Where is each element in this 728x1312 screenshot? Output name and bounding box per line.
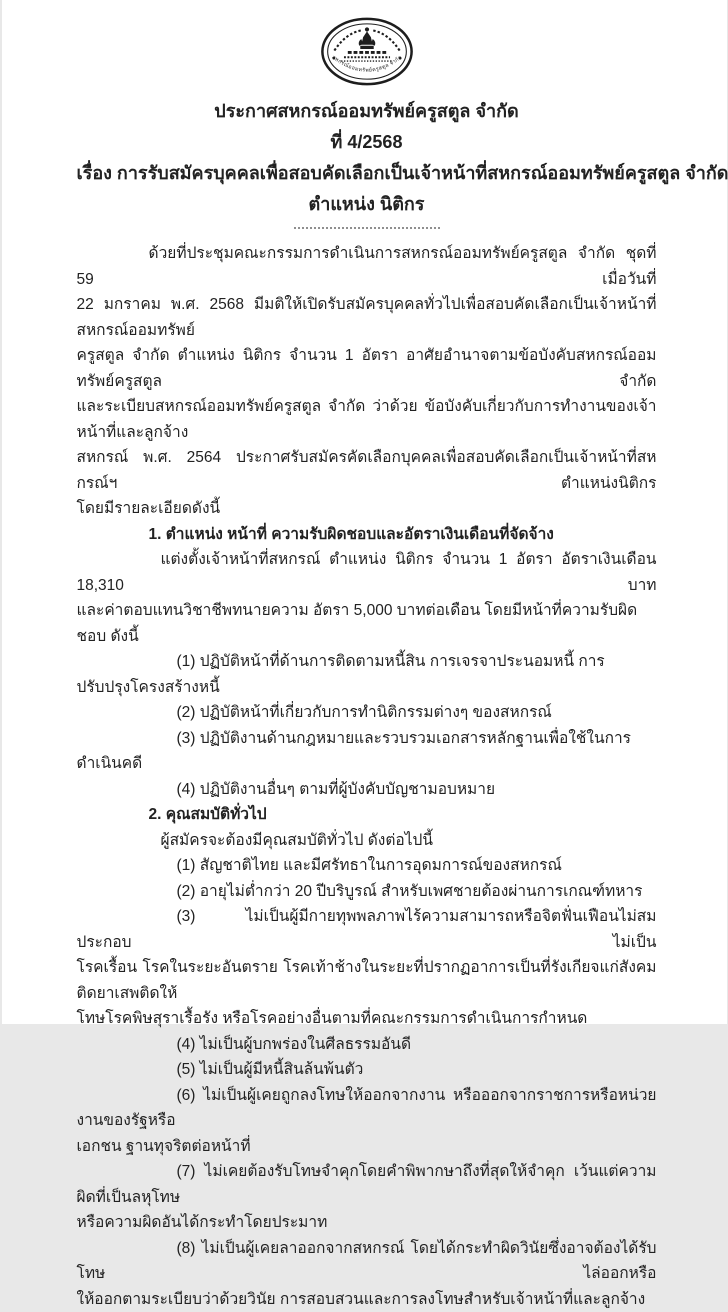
intro-line: โดยมีรายละเอียดดังนี้	[77, 496, 657, 522]
section-2-item: (1) สัญชาติไทย และมีศรัทธาในการอุดมการณ์ของสหกรณ์	[77, 853, 657, 879]
intro-line: สหกรณ์ พ.ศ. 2564 ประกาศรับสมัครคัดเลือกบุคคลเพื่อสอบคัดเลือกเป็นเจ้าหน้าที่สหกรณ์ฯ ตำแหน่งนิติกร	[77, 445, 657, 496]
section-1-item: (3) ปฏิบัติงานด้านกฎหมายและรวบรวมเอกสารหลักฐานเพื่อใช้ในการดำเนินคดี	[77, 726, 657, 777]
intro-line: ด้วยที่ประชุมคณะกรรมการดำเนินการสหกรณ์ออมทรัพย์ครูสตูล จำกัด ชุดที่ 59 เมื่อวันที่	[77, 241, 657, 292]
section-1-item: (4) ปฏิบัติงานอื่นๆ ตามที่ผู้บังคับบัญชามอบหมาย	[77, 777, 657, 803]
cooperative-seal-icon	[319, 16, 415, 87]
announcement-position: ตำแหน่ง นิติกร	[77, 189, 657, 220]
section-2-item: (2) อายุไม่ต่ำกว่า 20 ปีบริบูรณ์ สำหรับเพศชายต้องผ่านการเกณฑ์ทหาร	[77, 879, 657, 905]
section-1-paragraph-line: แต่งตั้งเจ้าหน้าที่สหกรณ์ ตำแหน่ง นิติกร จำนวน 1 อัตรา อัตราเงินเดือน 18,310 บาท	[77, 547, 657, 598]
section-2-item-line: (7) ไม่เคยต้องรับโทษจำคุกโดยคำพิพากษาถึงที่สุดให้จำคุก เว้นแต่ความผิดที่เป็นลหุโทษ	[77, 1159, 657, 1210]
section-2-item-line: โรคเรื้อน โรคในระยะอันตราย โรคเท้าช้างในระยะที่ปรากฏอาการเป็นที่รังเกียจแก่สังคม ติดยาเสพติดให้	[77, 955, 657, 1006]
announcement-number: ที่ 4/2568	[77, 127, 657, 158]
announcement-subject: เรื่อง การรับสมัครบุคคลเพื่อสอบคัดเลือกเป็นเจ้าหน้าที่สหกรณ์ออมทรัพย์ครูสตูล จำกัด	[77, 158, 657, 189]
section-2-heading: 2. คุณสมบัติทั่วไป	[77, 802, 657, 828]
section-2-item-line: เอกชน ฐานทุจริตต่อหน้าที่	[77, 1134, 657, 1160]
document-content	[2, 0, 727, 1312]
section-1-item: (2) ปฏิบัติหน้าที่เกี่ยวกับการทำนิติกรรมต่างๆ ของสหกรณ์	[77, 700, 657, 726]
section-2-item: (4) ไม่เป็นผู้บกพร่องในศีลธรรมอันดี	[77, 1032, 657, 1058]
section-2-item: (5) ไม่เป็นผู้มีหนี้สินล้นพ้นตัว	[77, 1057, 657, 1083]
announcement-document-page	[2, 0, 727, 1024]
section-2-item-line: หรือความผิดอันได้กระทำโดยประมาท	[77, 1210, 657, 1236]
intro-line: และระเบียบสหกรณ์ออมทรัพย์ครูสตูล จำกัด ว่าด้วย ข้อบังคับเกี่ยวกับการทำงานของเจ้าหน้าที่และลูกจ้าง	[77, 394, 657, 445]
section-2-item-line: (3) ไม่เป็นผู้มีกายทุพพลภาพไร้ความสามารถหรือจิตฟั่นเฟือนไม่สมประกอบ ไม่เป็น	[77, 904, 657, 955]
section-1-heading: 1. ตำแหน่ง หน้าที่ ความรับผิดชอบและอัตราเงินเดือนที่จัดจ้าง	[77, 522, 657, 548]
svg-text:สหกรณ์ออมทรัพย์ครูสตูล จำกัด	[330, 54, 403, 73]
intro-line: ครูสตูล จำกัด ตำแหน่ง นิติกร จำนวน 1 อัตรา อาศัยอำนาจตามข้อบังคับสหกรณ์ออมทรัพย์ครูสตูล จำกัด	[77, 343, 657, 394]
section-2-intro: ผู้สมัครจะต้องมีคุณสมบัติทั่วไป ดังต่อไปนี้	[77, 828, 657, 854]
announcement-body	[77, 241, 657, 1312]
announcement-header	[77, 96, 657, 229]
logo-container	[77, 16, 657, 92]
section-1-paragraph-line: และค่าตอบแทนวิชาชีพทนายความ อัตรา 5,000 บาทต่อเดือน โดยมีหน้าที่ความรับผิดชอบ ดังนี้	[77, 598, 657, 649]
section-1-item: (1) ปฏิบัติหน้าที่ด้านการติดตามหนี้สิน การเจรจาประนอมหนี้ การปรับปรุงโครงสร้างหนี้	[77, 649, 657, 700]
announcement-org-title: ประกาศสหกรณ์ออมทรัพย์ครูสตูล จำกัด	[77, 96, 657, 127]
section-2-item-line: (8) ไม่เป็นผู้เคยลาออกจากสหกรณ์ โดยได้กระทำผิดวินัยซึ่งอาจต้องได้รับโทษ ไล่ออกหรือ	[77, 1236, 657, 1287]
section-2-item-line: ให้ออกตามระเบียบว่าด้วยวินัย การสอบสวนและการลงโทษสำหรับเจ้าหน้าที่และลูกจ้าง	[77, 1287, 657, 1312]
section-2-item-line: (6) ไม่เป็นผู้เคยถูกลงโทษให้ออกจากงาน หรือออกจากราชการหรือหน่วยงานของรัฐหรือ	[77, 1083, 657, 1134]
dotted-separator	[294, 226, 440, 229]
seal-ring-text: สหกรณ์ออมทรัพย์ครูสตูล จำกัด	[330, 54, 403, 73]
section-2-item-line: โทษโรคพิษสุราเรื้อรัง หรือโรคอย่างอื่นตามที่คณะกรรมการดำเนินการกำหนด	[77, 1006, 657, 1032]
intro-line: 22 มกราคม พ.ศ. 2568 มีมติให้เปิดรับสมัครบุคคลทั่วไปเพื่อสอบคัดเลือกเป็นเจ้าหน้าที่สหกรณ์ออมทรัพย์	[77, 292, 657, 343]
